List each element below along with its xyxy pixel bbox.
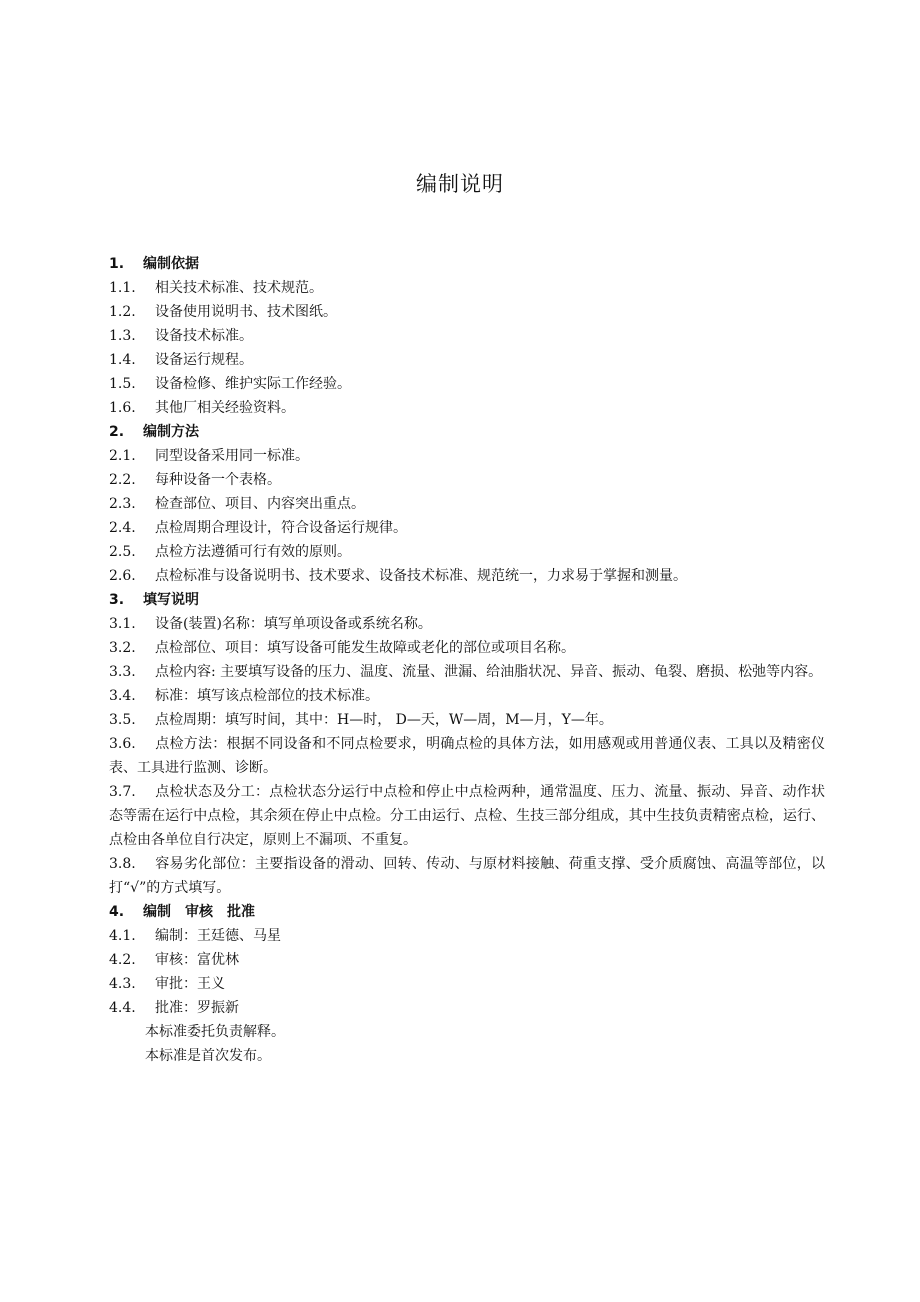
list-item [109, 660, 825, 684]
list-item [109, 540, 825, 564]
item-number: 2.2. [109, 472, 136, 488]
section-heading [109, 420, 825, 444]
list-item [109, 444, 825, 468]
section-number: 3. [109, 592, 125, 608]
item-number: 2.6. [109, 568, 136, 584]
item-number: 4.1. [109, 928, 136, 944]
item-text: 设备使用说明书、技术图纸。 [155, 304, 337, 320]
list-item [109, 516, 825, 540]
section-heading-text: 填写说明 [143, 592, 199, 608]
section-heading-text: 编制 审核 批准 [143, 904, 255, 920]
item-text: 编制：王廷德、马星 [155, 928, 281, 944]
item-text: 点检周期：填写时间，其中：H—时， D—天，W—周，M—月，Y—年。 [155, 712, 613, 728]
item-number: 2.3. [109, 496, 136, 512]
item-number: 3.2. [109, 640, 136, 656]
item-number: 3.3. [109, 664, 136, 680]
item-number: 4.2. [109, 952, 136, 968]
section-heading [109, 900, 825, 924]
item-text: 设备(装置)名称：填写单项设备或系统名称。 [155, 616, 432, 632]
list-item [109, 324, 825, 348]
item-text: 点检状态及分工：点检状态分运行中点检和停止中点检两种，通常温度、压力、流量、振动、异音、动作状态等需在运行中点检，其余须在停止中点检。分工由运行、点检、生技三部分组成，其中生技负责精密点检，运行、点检由各单位自行决定，原则上不漏项、不重复。 [109, 784, 825, 848]
item-text: 每种设备一个表格。 [155, 472, 281, 488]
list-item [109, 492, 825, 516]
item-text: 点检方法：根据不同设备和不同点检要求，明确点检的具体方法，如用感观或用普通仪表、工具以及精密仪表、工具进行监测、诊断。 [109, 736, 825, 776]
item-number: 3.7. [109, 784, 136, 800]
section-heading [109, 588, 825, 612]
item-number: 2.5. [109, 544, 136, 560]
item-number: 3.1. [109, 616, 136, 632]
item-text: 其他厂相关经验资料。 [155, 400, 295, 416]
item-text: 审批：王义 [155, 976, 225, 992]
item-text: 点检方法遵循可行有效的原则。 [155, 544, 351, 560]
list-item [109, 348, 825, 372]
section-heading [109, 252, 825, 276]
item-text: 同型设备采用同一标准。 [155, 448, 309, 464]
item-text: 检查部位、项目、内容突出重点。 [155, 496, 365, 512]
section-number: 1. [109, 256, 125, 272]
item-text: 批准：罗振新 [155, 1000, 239, 1016]
list-item [109, 636, 825, 660]
item-text: 相关技术标准、技术规范。 [155, 280, 323, 296]
item-number: 1.2. [109, 304, 136, 320]
list-item [109, 996, 825, 1020]
item-text: 审核：富优林 [155, 952, 239, 968]
list-item [109, 708, 825, 732]
item-text: 点检标准与设备说明书、技术要求、设备技术标准、规范统一，力求易于掌握和测量。 [155, 568, 687, 584]
list-item [109, 612, 825, 636]
item-number: 1.4. [109, 352, 136, 368]
list-item [109, 372, 825, 396]
closing-note: 本标准是首次发布。 [145, 1048, 271, 1064]
item-text: 标准：填写该点检部位的技术标准。 [155, 688, 379, 704]
item-number: 2.4. [109, 520, 136, 536]
list-item [109, 948, 825, 972]
list-item [109, 780, 825, 852]
list-item [109, 468, 825, 492]
item-number: 4.4. [109, 1000, 136, 1016]
item-number: 1.6. [109, 400, 136, 416]
list-item [109, 396, 825, 420]
section-heading-text: 编制方法 [143, 424, 199, 440]
list-item [109, 684, 825, 708]
item-number: 3.6. [109, 736, 136, 752]
item-number: 4.3. [109, 976, 136, 992]
item-number: 3.8. [109, 856, 136, 872]
item-text: 点检部位、项目：填写设备可能发生故障或老化的部位或项目名称。 [155, 640, 575, 656]
document-body [109, 252, 825, 1068]
list-item [109, 276, 825, 300]
page-title: 编制说明 [416, 172, 504, 196]
section-number: 2. [109, 424, 125, 440]
item-text: 容易劣化部位：主要指设备的滑动、回转、传动、与原材料接触、荷重支撑、受介质腐蚀、高温等部位，以打“√”的方式填写。 [109, 856, 825, 896]
list-item [109, 852, 825, 900]
closing-note: 本标准委托负责解释。 [145, 1024, 285, 1040]
item-number: 1.1. [109, 280, 136, 296]
list-item [109, 732, 825, 780]
section-number: 4. [109, 904, 125, 920]
item-text: 设备检修、维护实际工作经验。 [155, 376, 351, 392]
item-number: 3.4. [109, 688, 136, 704]
item-text: 设备技术标准。 [155, 328, 253, 344]
section-heading-text: 编制依据 [143, 256, 199, 272]
item-number: 2.1. [109, 448, 136, 464]
list-item [109, 300, 825, 324]
item-number: 1.3. [109, 328, 136, 344]
item-number: 3.5. [109, 712, 136, 728]
list-item [109, 972, 825, 996]
list-item [109, 924, 825, 948]
list-item [109, 564, 825, 588]
item-number: 1.5. [109, 376, 136, 392]
item-text: 点检周期合理设计，符合设备运行规律。 [155, 520, 407, 536]
item-text: 设备运行规程。 [155, 352, 253, 368]
item-text: 点检内容: 主要填写设备的压力、温度、流量、泄漏、给油脂状况、异音、振动、龟裂、磨损、松弛等内容。 [155, 664, 823, 680]
